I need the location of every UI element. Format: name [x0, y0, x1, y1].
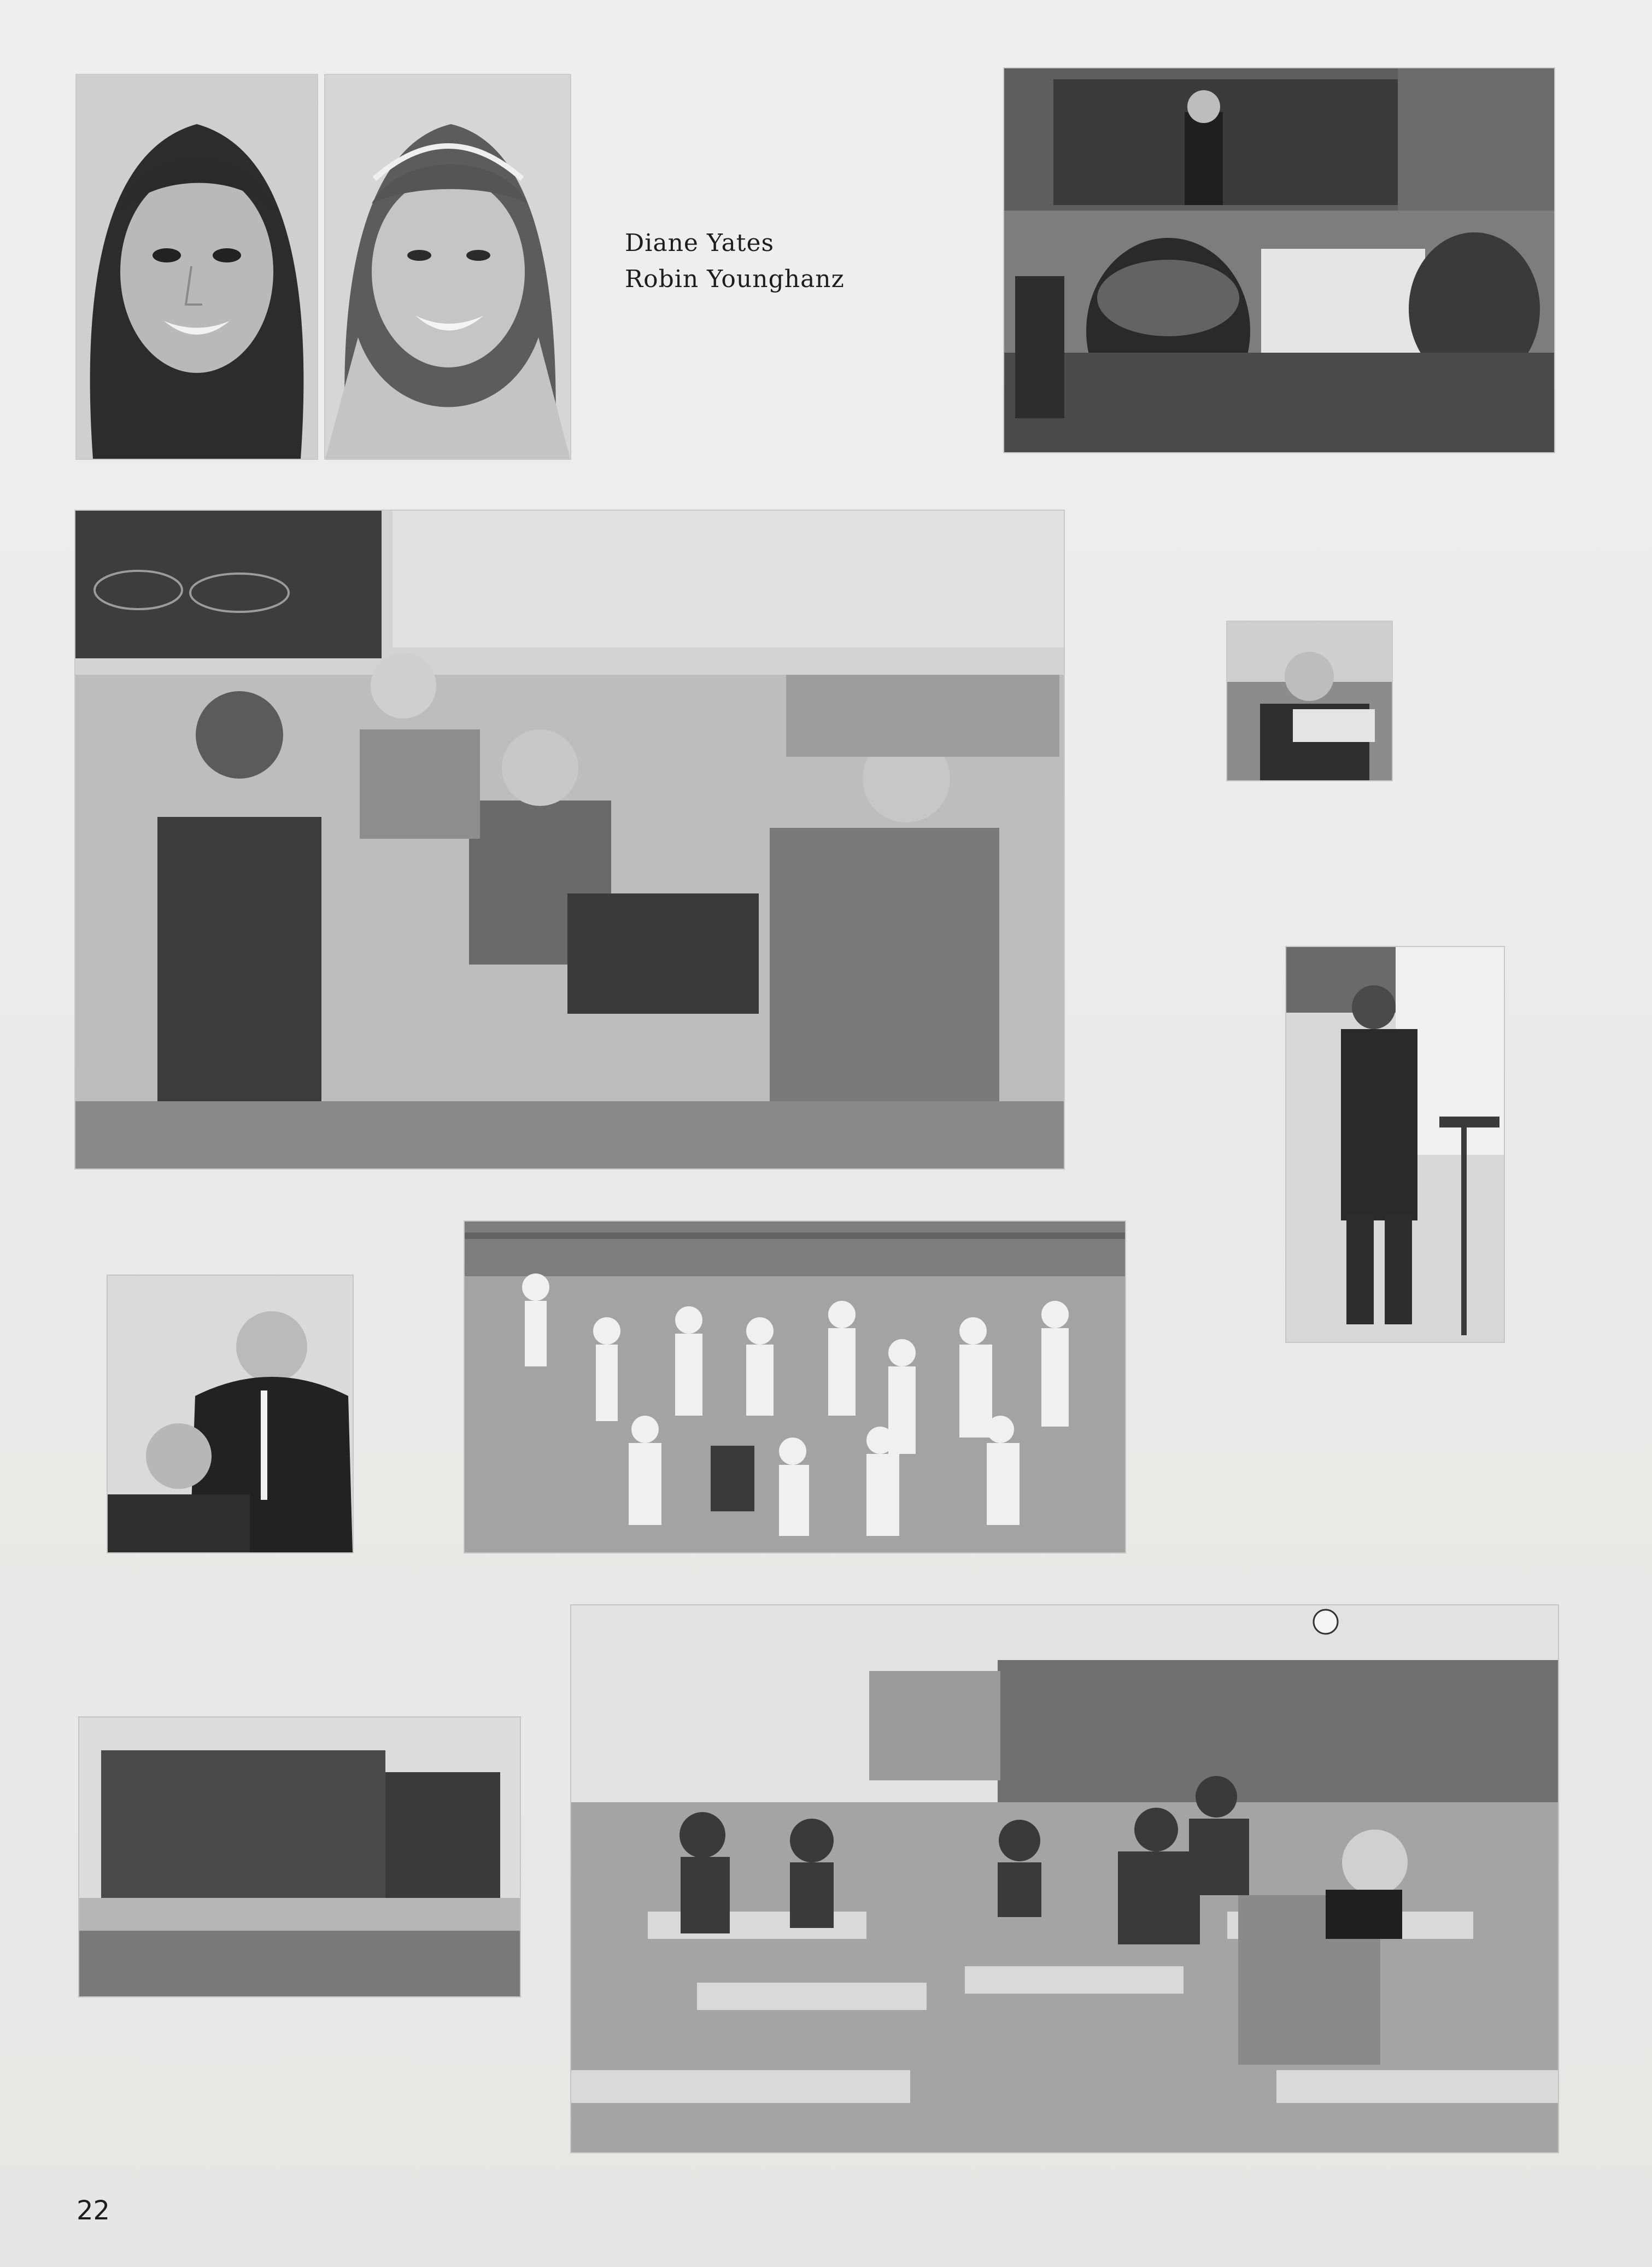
band-class-photo [1004, 68, 1554, 452]
portrait-photo-robin-younghanz [325, 75, 570, 459]
page-number: 22 [77, 2195, 110, 2226]
portrait-names [625, 225, 845, 297]
portrait-name: Diane Yates [625, 229, 775, 257]
bleed-through-texture [1225, 470, 1498, 651]
teacher-helping-student-photo [108, 1276, 353, 1552]
typing-classroom-photo [571, 1605, 1558, 2152]
conductor-photo [1286, 947, 1504, 1342]
portrait-photo-diane-yates [77, 75, 317, 459]
portrait-name: Robin Younghanz [625, 265, 845, 293]
classroom-study-photo [75, 511, 1064, 1168]
brick-building-photo [79, 1717, 520, 1996]
gym-class-exercise-photo [465, 1222, 1125, 1552]
